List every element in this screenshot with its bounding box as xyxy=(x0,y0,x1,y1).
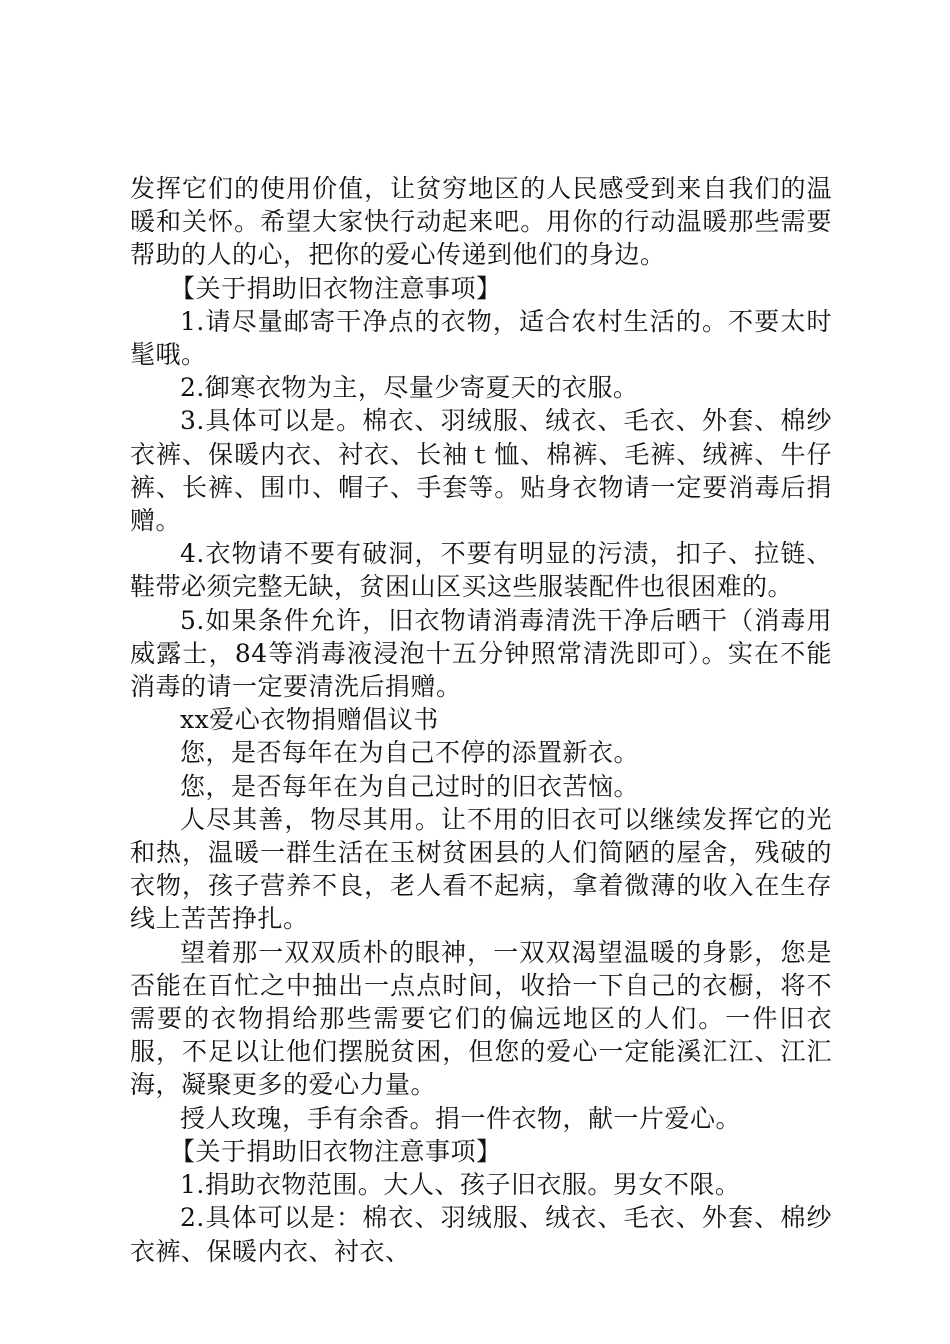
list-item-3: 3.具体可以是。棉衣、羽绒服、绒衣、毛衣、外套、棉纱衣裤、保暖内衣、衬衣、长袖ｔ恤、棉裤、毛裤、绒裤、牛仔裤、长裤、围巾、帽子、手套等。贴身衣物请一定要消毒后捐赠。 xyxy=(130,406,832,536)
paragraph-body-2: 望着那一双双质朴的眼神，一双双渴望温暖的身影，您是否能在百忙之中抽出一点点时间，收拾一下自己的衣橱，将不需要的衣物捐给那些需要它们的偏远地区的人们。一件旧衣服，不足以让他们摆脱贫困，但您的爱心一定能溪汇江、江汇海，凝聚更多的爱心力量。 xyxy=(130,937,832,1100)
list-item-1: 1.请尽量邮寄干净点的衣物，适合农村生活的。不要太时髦哦。 xyxy=(130,306,832,370)
list-item-b1: 1.捐助衣物范围。大人、孩子旧衣服。男女不限。 xyxy=(180,1170,741,1200)
paragraph-body-1: 人尽其善，物尽其用。让不用的旧衣可以继续发挥它的光和热，温暖一群生活在玉树贫困县的人们简陋的屋舍，残破的衣物，孩子营养不良，老人看不起病，拿着微薄的收入在生存线上苦苦挣扎。 xyxy=(130,804,832,934)
section-title-proposal: xx爱心衣物捐赠倡议书 xyxy=(180,705,439,735)
list-item-b2: 2.具体可以是：棉衣、羽绒服、绒衣、毛衣、外套、棉纱衣裤、保暖内衣、衬衣、 xyxy=(130,1203,832,1266)
paragraph-question-1: 您，是否每年在为自己不停的添置新衣。 xyxy=(180,738,640,768)
paragraph-continuation: 发挥它们的使用价值，让贫穷地区的人民感受到来自我们的温暖和关怀。希望大家快行动起来吧。用你的行动温暖那些需要帮助的人的心，把你的爱心传递到他们的身边。 xyxy=(130,174,832,270)
document-body xyxy=(130,172,832,1268)
paragraph-question-2: 您，是否每年在为自己过时的旧衣苦恼。 xyxy=(180,771,640,801)
section-heading-notes-2: 【关于捐助旧衣物注意事项】 xyxy=(170,1136,502,1166)
section-heading-notes: 【关于捐助旧衣物注意事项】 xyxy=(170,273,502,303)
list-item-2: 2.御寒衣物为主，尽量少寄夏天的衣服。 xyxy=(180,373,639,403)
list-item-5: 5.如果条件允许，旧衣物请消毒清洗干净后晒干（消毒用威露士，84等消毒液浸泡十五分钟照常清洗即可）。实在不能消毒的请一定要清洗后捐赠。 xyxy=(130,605,832,702)
list-item-4: 4.衣物请不要有破洞，不要有明显的污渍，扣子、拉链、鞋带必须完整无缺，贫困山区买这些服装配件也很困难的。 xyxy=(130,539,832,602)
paragraph-slogan: 授人玫瑰，手有余香。捐一件衣物，献一片爱心。 xyxy=(180,1103,742,1133)
